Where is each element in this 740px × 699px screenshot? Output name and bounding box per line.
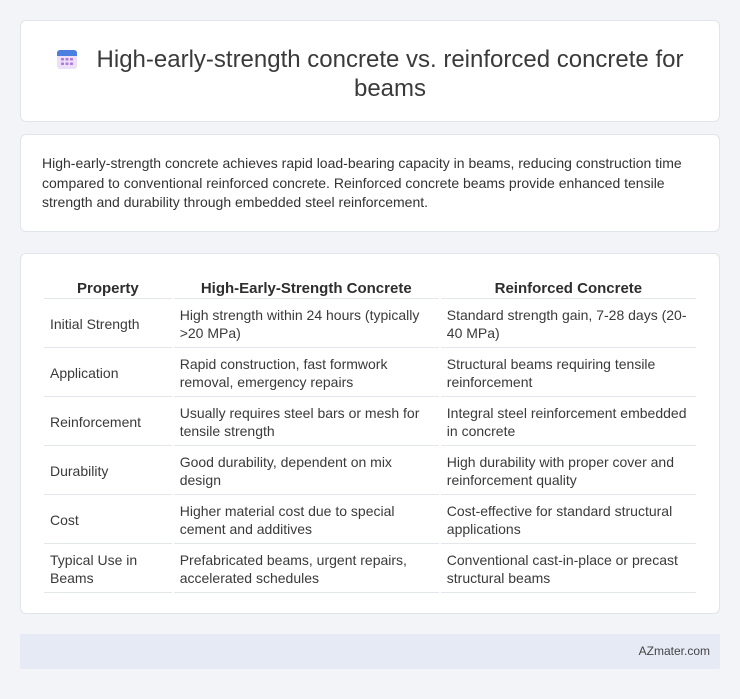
table-cell: Application [44,350,172,397]
footer-brand-link[interactable]: AZmater.com [638,644,710,658]
table-row [44,301,696,348]
table-cell: Cost-effective for standard structural applications [441,497,696,544]
table-header-row [44,278,696,299]
table-row [44,448,696,495]
header-reinforced: Reinforced Concrete [441,278,696,299]
comparison-card [20,253,720,614]
table-cell: Prefabricated beams, urgent repairs, accelerated schedules [174,546,439,593]
page-title: High-early-strength concrete vs. reinforced concrete for beams [96,46,684,102]
table-row [44,350,696,397]
table-cell: Standard strength gain, 7-28 days (20-40 MPa) [441,301,696,348]
table-cell: Higher material cost due to special cement and additives [174,497,439,544]
table-cell: High strength within 24 hours (typically >20 MPa) [174,301,439,348]
table-cell: Integral steel reinforcement embedded in concrete [441,399,696,446]
header-high-early-strength: High-Early-Strength Concrete [174,278,439,299]
table-row [44,546,696,593]
header-property: Property [44,278,172,299]
table-cell: Cost [44,497,172,544]
table-cell: Reinforcement [44,399,172,446]
table-cell: Rapid construction, fast formwork removal, emergency repairs [174,350,439,397]
table-cell: Durability [44,448,172,495]
description-card [20,134,720,232]
table-cell: Conventional cast-in-place or precast structural beams [441,546,696,593]
table-row [44,399,696,446]
table-cell: Typical Use in Beams [44,546,172,593]
table-cell: Usually requires steel bars or mesh for tensile strength [174,399,439,446]
description-text: High-early-strength concrete achieves rapid load-bearing capacity in beams, reducing construction time compared to conventional reinforced concrete. Reinforced concrete beams provide enhanced tensile strength and durability through embedded steel reinforcement. [42,155,682,210]
table-cell: Initial Strength [44,301,172,348]
table-cell: Good durability, dependent on mix design [174,448,439,495]
table-row [44,497,696,544]
table-cell: Structural beams requiring tensile reinforcement [441,350,696,397]
table-cell: High durability with proper cover and reinforcement quality [441,448,696,495]
title-card [20,20,720,122]
footer-bar [20,634,720,669]
comparison-table [42,276,698,595]
